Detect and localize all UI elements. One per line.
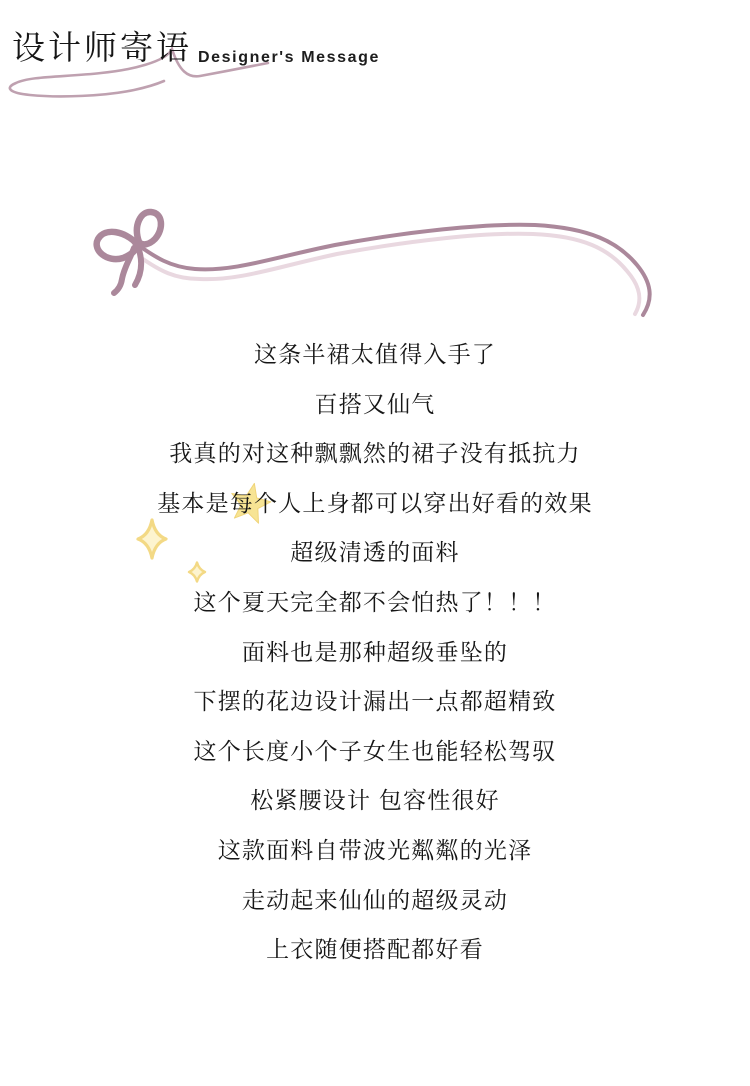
page-subtitle: Designer's Message	[198, 49, 381, 66]
message-line: 走动起来仙仙的超级灵动	[241, 886, 509, 913]
message-line: 超级清透的面料	[290, 539, 460, 566]
message-line: 这个长度小个子女生也能轻松驾驭	[193, 737, 557, 764]
header	[0, 0, 750, 110]
message-line: 这个夏天完全都不会怕热了！！！	[193, 588, 557, 615]
message-line: 面料也是那种超级垂坠的	[241, 638, 509, 665]
message-line: 这款面料自带波光粼粼的光泽	[217, 836, 533, 863]
message-line: 松紧腰设计 包容性很好	[250, 787, 500, 814]
designer-message-text	[0, 330, 750, 975]
page-title: 设计师寄语	[12, 29, 192, 66]
ribbon-bow-divider-icon	[85, 195, 670, 327]
message-line: 我真的对这种飘飘然的裙子没有抵抗力	[169, 440, 581, 467]
message-line: 基本是每个人上身都可以穿出好看的效果	[157, 489, 593, 516]
message-line: 百搭又仙气	[314, 390, 436, 417]
message-line: 下摆的花边设计漏出一点都超精致	[193, 688, 557, 715]
message-line: 上衣随便搭配都好看	[266, 936, 484, 963]
message-line: 这条半裙太值得入手了	[254, 341, 496, 367]
